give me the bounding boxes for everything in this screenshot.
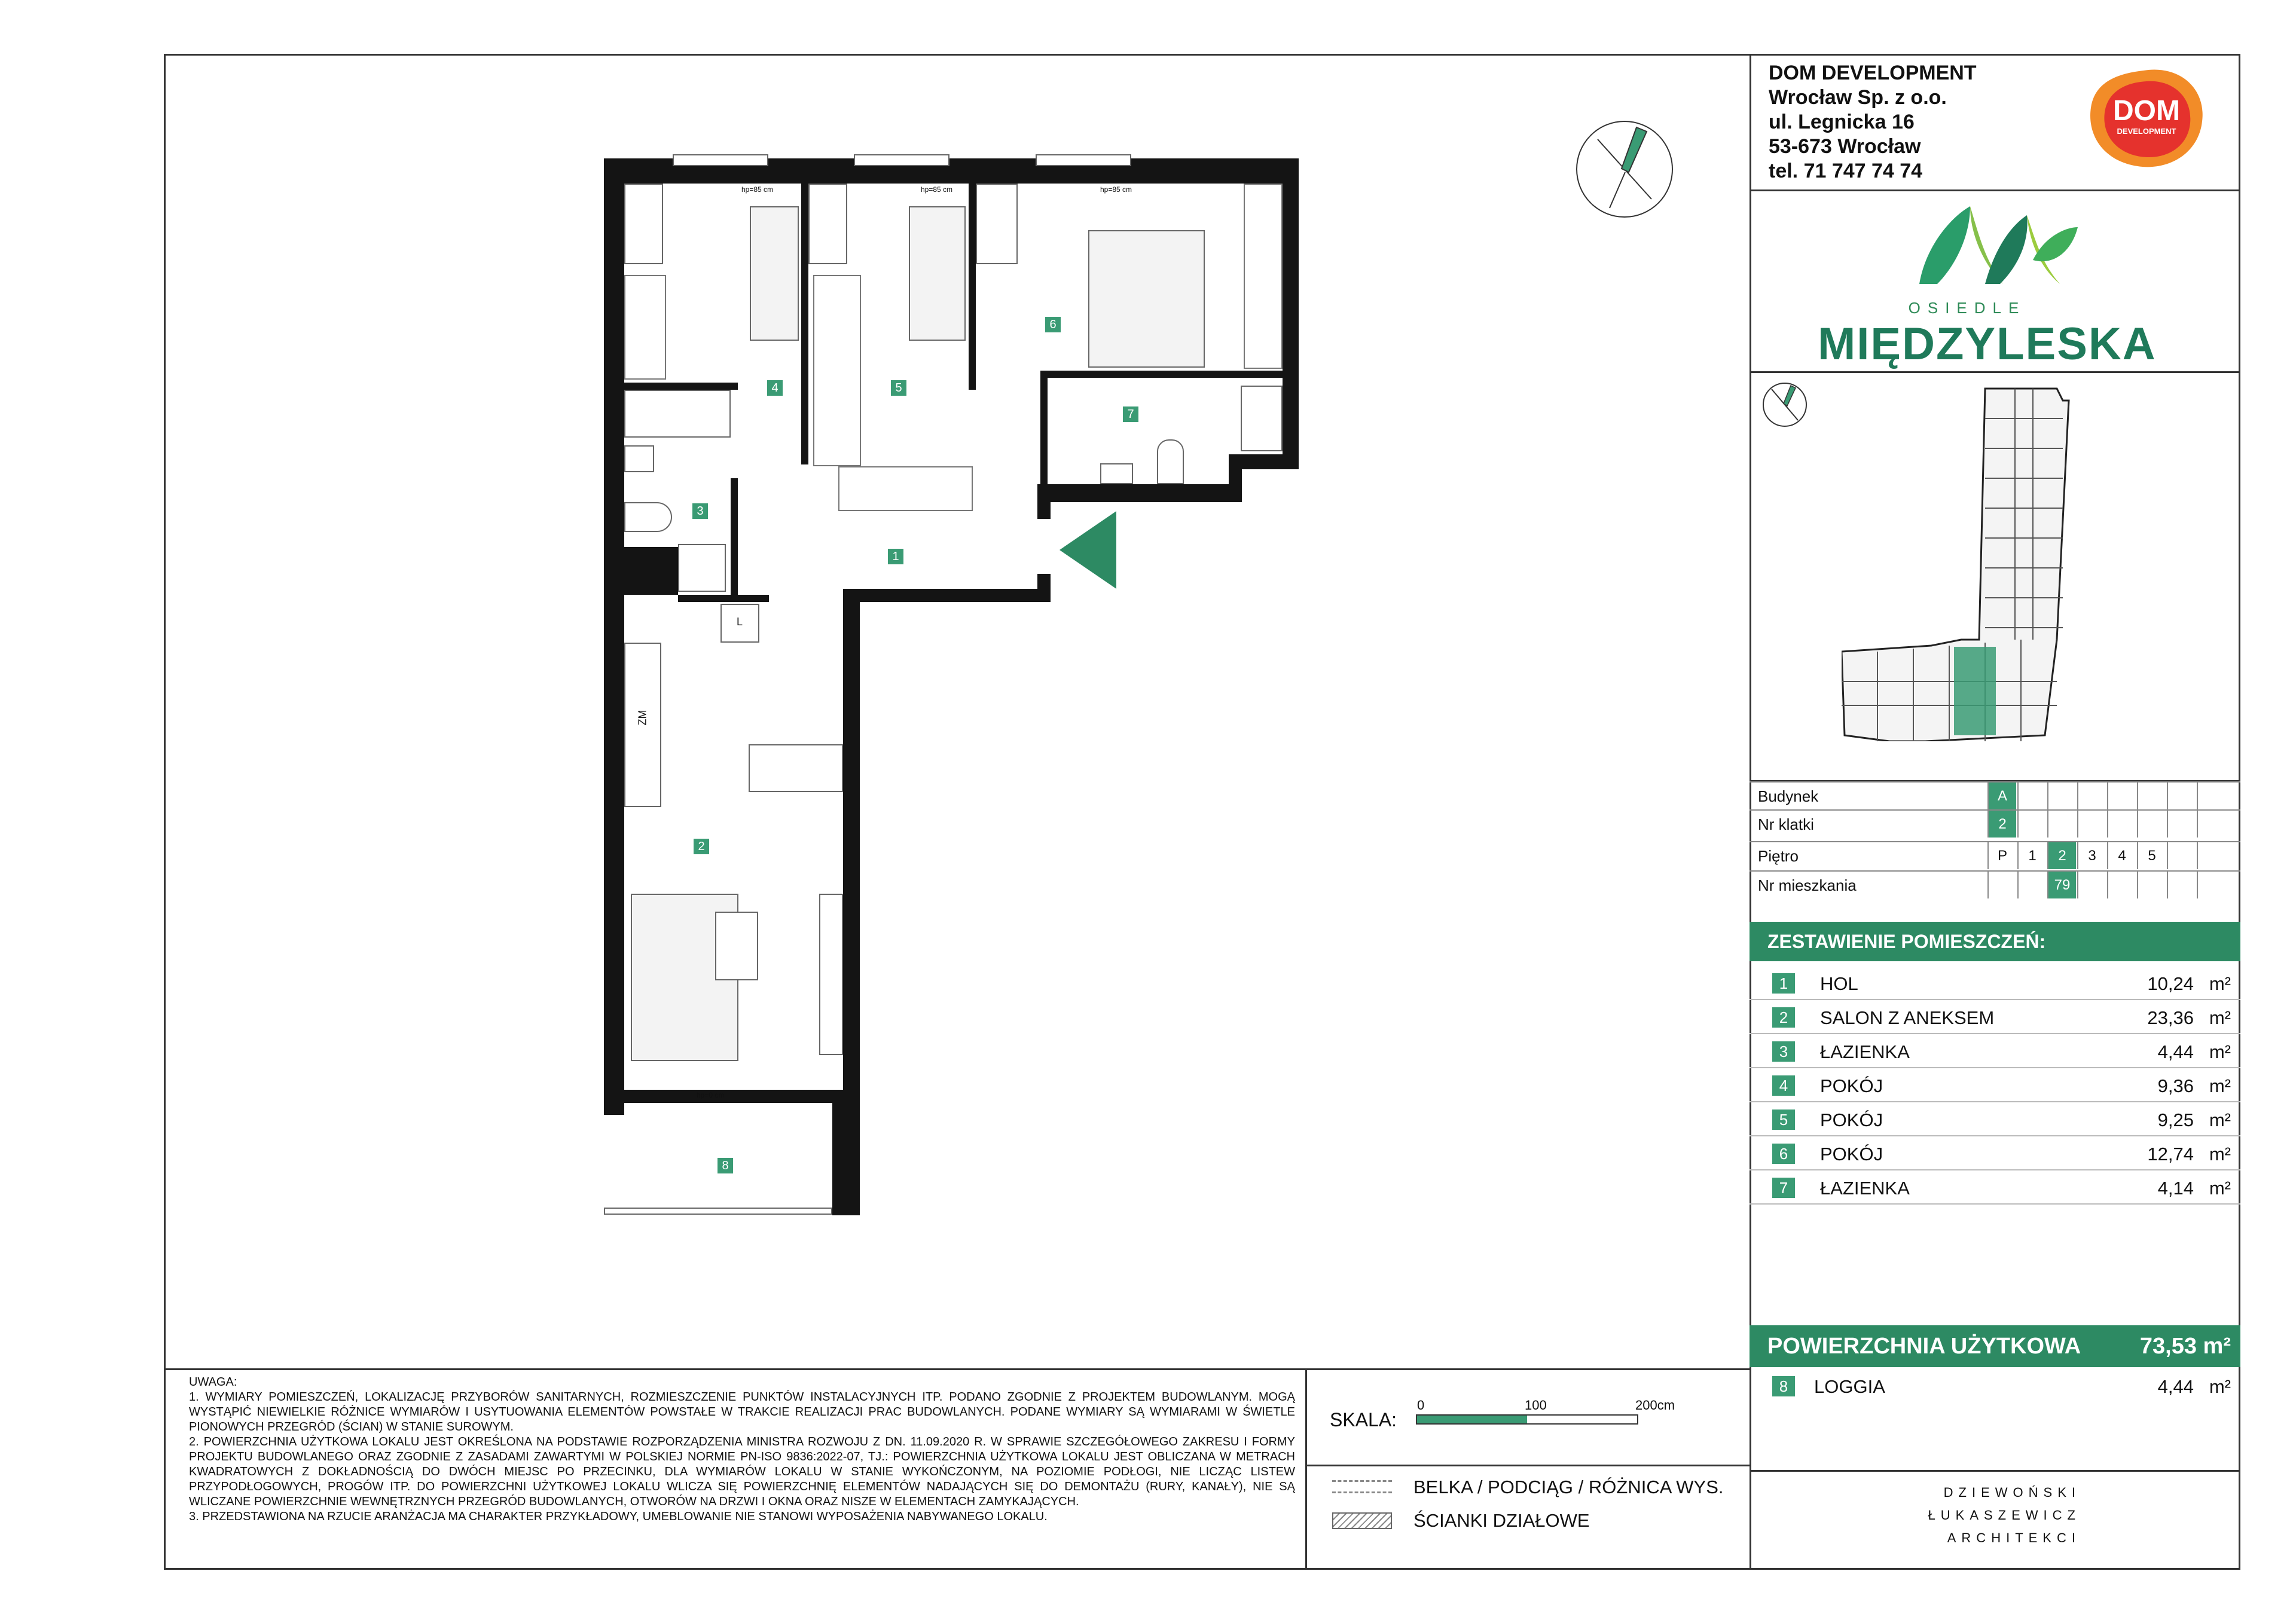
logo-text-dom: DOM <box>2113 95 2180 127</box>
window-room5 <box>854 154 949 166</box>
info-cell: 2 <box>2047 842 2076 869</box>
info-row-label: Piętro <box>1758 847 1799 865</box>
info-cell <box>2107 811 2136 838</box>
wardrobe-room5 <box>813 275 861 466</box>
wall-bath3-left <box>624 547 678 595</box>
info-cell <box>2017 872 2046 898</box>
room-number: 1 <box>1772 973 1795 994</box>
wall-corridor-bottom <box>843 589 1051 602</box>
info-cell <box>2167 842 2196 869</box>
info-cell <box>2167 811 2196 838</box>
plan-label-4: 4 <box>767 380 783 396</box>
floor-plan <box>0 0 1315 1255</box>
notes-divider <box>1305 1368 1307 1570</box>
info-row <box>1750 870 2240 898</box>
room-row <box>1750 1000 2240 1034</box>
dishwasher-label: ZM <box>636 710 649 726</box>
info-cell <box>2137 811 2166 838</box>
scale-label: SKALA: <box>1330 1409 1397 1431</box>
room-name: POKÓJ <box>1820 1075 1883 1096</box>
estate-logo-icon <box>1913 194 2081 290</box>
info-cell <box>2197 872 2225 898</box>
bathtub <box>624 390 731 438</box>
company-city: 53-673 Wrocław <box>1769 135 1921 158</box>
wall-bath3-right <box>731 478 738 595</box>
room-row <box>1750 1068 2240 1102</box>
room-number: 2 <box>1772 1007 1795 1028</box>
bed-room4 <box>750 206 799 341</box>
estate-label-small: OSIEDLE <box>1908 299 2026 317</box>
scale-divider <box>1305 1465 1750 1466</box>
plan-label-8: 8 <box>718 1158 733 1173</box>
desk-room6 <box>976 184 1018 264</box>
wall-entry-top <box>1037 484 1051 519</box>
info-cell <box>2107 872 2136 898</box>
info-cell <box>2047 783 2076 809</box>
dining-table <box>749 744 843 792</box>
info-row <box>1750 841 2240 869</box>
bed-room6 <box>1088 230 1205 368</box>
room-area: 9,25 m² <box>2157 1109 2231 1130</box>
scale-tick-200: 200cm <box>1635 1398 1675 1413</box>
company-phone: tel. 71 747 74 74 <box>1769 160 1923 182</box>
room-name: ŁAZIENKA <box>1820 1041 1910 1062</box>
room-row <box>1750 1034 2240 1068</box>
wall-bath7-bottom <box>1040 484 1242 502</box>
desk-room4 <box>624 184 663 264</box>
sink-bath3 <box>624 445 654 472</box>
info-cell <box>2137 783 2166 809</box>
window-room6 <box>1036 154 1131 166</box>
bed-room5 <box>909 206 966 341</box>
note-2: 2. POWIERZCHNIA UŻYTKOWA LOKALU JEST OKREŚLONA NA PODSTAWIE ROZPORZĄDZENIA MINISTRA ROZWOJU Z DN. 11.09.2020 R. W SPRAWIE SZCZEGÓŁOWEGO ZAKRESU I FORMY PROJEKTU BUDOWLANEGO ORAZ ZGODNIE Z ZASADAMI ZAWARTYMI W POLSKIEJ NORMIE PN-ISO 9836:2022-07, TJ.: POWIERZCHNIA UŻYTKOWA LOKALU JEST OBLICZANA W METRACH KWADRATOWYCH Z DOKŁADNOŚCIĄ DO DWÓCH MIEJSC PO PRZECINKU, DLA WYMIARÓW LOKALU W STANIE WYKOŃCZONYM, NA POZIOMIE PODŁOGI, NIE LICZĄC LISTEW PRZYPODŁOGOWYCH, PROGÓW ITP. DO POWIERZCHNI UŻYTKOWEJ LOKALU WLICZA SIĘ POWIERZCHNIĘ ELEMENTÓW NADAJĄCYCH SIĘ DO DEMONTAŻU (RURY, KANAŁY), NIE SĄ WLICZANE POWIERZCHNIE WEWNĘTRZNYCH PRZEGRÓD BUDOWLANYCH, OTWORÓW NA DRZWI I OKNA ORAZ NISZE W ELEMENTACH ZAMYKAJĄCYCH. <box>189 1435 1295 1508</box>
wall-bath3-top <box>624 383 738 390</box>
wall-room4-5 <box>801 184 808 464</box>
sink-bath7 <box>1100 463 1133 484</box>
company-address <box>1769 61 1977 184</box>
loggia-area: 4,44 m² <box>2157 1376 2231 1397</box>
info-row-label: Nr klatki <box>1758 815 1814 833</box>
washing-machine <box>678 544 726 592</box>
info-row-label: Nr mieszkania <box>1758 876 1857 894</box>
architect-line2: ŁUKASZEWICZ <box>1928 1508 2081 1523</box>
key-plan-north-icon <box>1761 381 1809 429</box>
info-cell: 4 <box>2107 842 2136 869</box>
info-cell <box>2167 872 2196 898</box>
notes-title: UWAGA: <box>189 1376 237 1389</box>
info-cell: 79 <box>2047 872 2076 898</box>
room-area: 9,36 m² <box>2157 1075 2231 1096</box>
info-cell: A <box>1987 783 2016 809</box>
plan-label-2: 2 <box>694 839 709 854</box>
legend-walls-label: ŚCIANKI DZIAŁOWE <box>1413 1510 1590 1531</box>
wall-right-upper <box>1283 158 1299 469</box>
dom-development-logo <box>2084 65 2209 172</box>
room-area: 10,24 m² <box>2147 973 2231 994</box>
room-number: 5 <box>1772 1109 1795 1130</box>
info-cell <box>2077 811 2106 838</box>
bottom-divider <box>164 1368 1750 1370</box>
info-cell <box>2137 872 2166 898</box>
entrance-arrow-icon <box>1060 511 1116 589</box>
shower-bath7 <box>1241 386 1283 451</box>
room-name: POKÓJ <box>1820 1144 1883 1164</box>
window-height-note-5: hp=85 cm <box>921 185 953 194</box>
wall-room5-6 <box>969 184 976 390</box>
legend-beam-swatch <box>1332 1480 1392 1493</box>
info-row-label: Budynek <box>1758 787 1819 805</box>
scale-tick-100: 100 <box>1525 1398 1547 1413</box>
room-name: POKÓJ <box>1820 1109 1883 1130</box>
info-cell <box>2047 811 2076 838</box>
architect-line3: ARCHITEKCI <box>1947 1530 2081 1545</box>
window-height-note-4: hp=85 cm <box>741 185 774 194</box>
estate-name: MIĘDZYLESKA <box>1818 319 2157 369</box>
fridge-label: L <box>737 616 743 628</box>
wall-left <box>604 158 624 1115</box>
architect-logo <box>1913 1481 2081 1553</box>
info-cell: 1 <box>2017 842 2046 869</box>
rooms-header: ZESTAWIENIE POMIESZCZEŃ: <box>1750 922 2240 961</box>
info-row <box>1750 781 2240 809</box>
logo-text-development: DEVELOPMENT <box>2117 127 2176 136</box>
north-arrow-icon <box>1574 118 1675 220</box>
wall-bath7-left <box>1040 378 1048 485</box>
wall-kitchen-top <box>678 595 769 602</box>
toilet-bath7 <box>1157 439 1184 484</box>
loggia-num: 8 <box>1772 1376 1795 1396</box>
toilet-bath3 <box>624 502 672 532</box>
info-cell <box>1987 872 2016 898</box>
usable-area-value: 73,53 m² <box>2139 1334 2231 1359</box>
wall-room6-bottom <box>1040 371 1283 378</box>
architect-line1: DZIEWOŃSKI <box>1943 1485 2081 1500</box>
room-area: 12,74 m² <box>2147 1144 2231 1164</box>
scale-bar <box>1416 1414 1638 1425</box>
room-number: 3 <box>1772 1041 1795 1062</box>
room-number: 4 <box>1772 1075 1795 1096</box>
company-name: DOM DEVELOPMENT <box>1769 62 1977 84</box>
usable-area-label: POWIERZCHNIA UŻYTKOWA <box>1767 1334 2081 1359</box>
room-number: 7 <box>1772 1178 1795 1198</box>
info-cell <box>2017 811 2046 838</box>
plan-label-5: 5 <box>891 380 906 396</box>
legend-walls-swatch <box>1332 1512 1392 1529</box>
plan-label-6: 6 <box>1045 317 1061 332</box>
plan-label-3: 3 <box>692 503 708 519</box>
coffee-table <box>715 912 758 980</box>
window-room4 <box>673 154 768 166</box>
room-area: 4,14 m² <box>2157 1178 2231 1199</box>
info-cell <box>2077 872 2106 898</box>
door-height-note: hp=0 cm <box>697 1091 725 1099</box>
info-row <box>1750 809 2240 838</box>
info-cell: 3 <box>2077 842 2106 869</box>
info-cell <box>2077 783 2106 809</box>
room-area: 4,44 m² <box>2157 1041 2231 1062</box>
key-plan-building <box>1842 383 2176 741</box>
room-row <box>1750 1136 2240 1170</box>
plan-label-7: 7 <box>1123 406 1138 422</box>
tv-cabinet <box>819 894 843 1055</box>
wall-loggia-right <box>832 1090 860 1215</box>
wall-salon-bottom <box>604 1090 860 1103</box>
company-line2: Wrocław Sp. z o.o. <box>1769 86 1947 109</box>
info-cell <box>2197 842 2225 869</box>
wardrobe-hall <box>838 466 973 511</box>
legend-beam-label: BELKA / PODCIĄG / RÓŻNICA WYS. <box>1413 1477 1724 1497</box>
wardrobe-room4 <box>624 275 666 380</box>
room-row <box>1750 1102 2240 1136</box>
room-name: ŁAZIENKA <box>1820 1178 1910 1199</box>
note-1: 1. WYMIARY POMIESZCZEŃ, LOKALIZACJĘ PRZYBORÓW SANITARNYCH, ROZMIESZCZENIE PUNKTÓW INSTALACYJNYCH ITP. PODANO ZGODNIE Z PROJEKTEM BUDOWLANYM. MOGĄ WYSTĄPIĆ NIEWIELKIE RÓŻNICE WYMIARÓW I USYTUOWANIA ELEMENTÓW POWSTAŁE W TRAKCIE REALIZACJI PRAC BUDOWLANYCH. PODANE WYMIARY SĄ WYMIARAMI W ŚWIETLE PIONOWYCH PRZEGRÓD (ŚCIAN) W STANIE SUROWYM. <box>189 1390 1295 1434</box>
info-cell <box>2167 783 2196 809</box>
wardrobe-room6 <box>1244 184 1283 369</box>
info-cell: 2 <box>1987 811 2016 838</box>
info-cell <box>2197 811 2225 838</box>
note-3: 3. PRZEDSTAWIONA NA RZUCIE ARANŻACJA MA CHARAKTER PRZYKŁADOWY, UMEBLOWANIE NIE STANOWI WYPOSAŻENIA NABYWANEGO LOKALU. <box>189 1510 1048 1523</box>
room-number: 6 <box>1772 1144 1795 1164</box>
info-cell <box>2197 783 2225 809</box>
room-row <box>1750 1170 2240 1205</box>
info-cell <box>2017 783 2046 809</box>
room-area: 23,36 m² <box>2147 1007 2231 1028</box>
info-cell <box>2107 783 2136 809</box>
window-height-note-6: hp=85 cm <box>1100 185 1132 194</box>
plan-label-1: 1 <box>888 549 903 564</box>
company-street: ul. Legnicka 16 <box>1769 111 1915 133</box>
scale-tick-0: 0 <box>1417 1398 1425 1413</box>
desk-room5 <box>808 184 847 264</box>
room-name: HOL <box>1820 973 1858 994</box>
info-cell: 5 <box>2137 842 2166 869</box>
room-row <box>1750 966 2240 1000</box>
usable-area-bar <box>1750 1325 2240 1367</box>
loggia-name: LOGGIA <box>1814 1376 1885 1397</box>
loggia-row <box>1750 1369 2240 1403</box>
room-name: SALON Z ANEKSEM <box>1820 1007 1995 1028</box>
loggia-railing <box>604 1208 832 1215</box>
notes <box>189 1375 1295 1524</box>
info-cell: P <box>1987 842 2016 869</box>
